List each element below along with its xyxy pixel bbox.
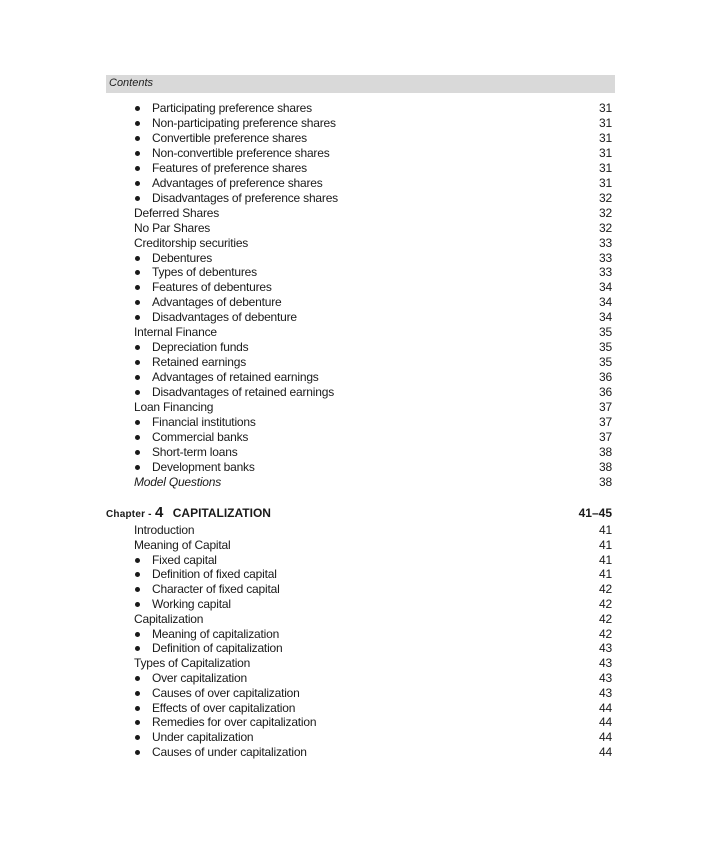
toc-entry — [134, 236, 612, 251]
toc-entry-label: Types of Capitalization — [134, 656, 251, 671]
toc-entry — [134, 280, 612, 295]
bullet-icon — [135, 375, 140, 380]
toc-entry-label: Definition of fixed capital — [152, 567, 277, 582]
bullet-icon — [135, 270, 140, 275]
toc-entry-page: 34 — [599, 280, 612, 295]
toc-entry-label: Advantages of retained earnings — [152, 370, 319, 385]
toc-entry — [134, 460, 612, 475]
toc-entry-page: 41 — [599, 523, 612, 537]
toc-entry-page: 36 — [599, 385, 612, 400]
toc-entry-page: 35 — [599, 340, 612, 355]
bullet-icon — [135, 151, 140, 156]
toc-entry-page: 34 — [599, 295, 612, 310]
toc-entry-page: 31 — [599, 145, 612, 160]
toc-entry-label: Advantages of preference shares — [152, 175, 323, 190]
toc-entry — [134, 701, 612, 716]
toc-entry-label: Development banks — [152, 459, 255, 474]
toc-entry — [134, 251, 612, 266]
toc-entry-label: No Par Shares — [134, 220, 211, 235]
toc-entry-page: 44 — [599, 745, 612, 759]
toc-entry-page: 38 — [599, 459, 612, 474]
toc-entry — [134, 221, 612, 236]
toc-entry-page: 31 — [599, 175, 612, 190]
toc-entry — [134, 656, 612, 671]
toc-entry-page: 42 — [599, 626, 612, 641]
toc-entry — [134, 191, 612, 206]
bullet-icon — [135, 360, 140, 365]
toc-entry-label: Depreciation funds — [152, 340, 249, 355]
bullet-icon — [135, 706, 140, 711]
bullet-icon — [135, 435, 140, 440]
toc-entry — [134, 310, 612, 325]
bullet-icon — [135, 602, 140, 607]
bullet-icon — [135, 166, 140, 171]
toc-entry-page: 37 — [599, 429, 612, 444]
bullet-icon — [135, 735, 140, 740]
bullet-icon — [135, 256, 140, 261]
toc-entry-label: Creditorship securities — [134, 235, 249, 250]
toc-entry-label: Features of preference shares — [152, 160, 307, 175]
toc-entry — [134, 325, 612, 340]
toc-entry-label: Fixed capital — [152, 552, 217, 567]
toc-entry-label: Financial institutions — [152, 414, 256, 429]
toc-entry-label: Short-term loans — [152, 444, 238, 459]
toc-entry — [134, 686, 612, 701]
chapter-page-range: 41–45 — [578, 506, 612, 520]
bullet-icon — [135, 558, 140, 563]
toc-entry — [134, 523, 612, 538]
running-header-title: Contents — [109, 77, 154, 89]
toc-entry — [134, 340, 612, 355]
toc-entry-label: Capitalization — [134, 611, 204, 626]
toc-entry-page: 38 — [599, 444, 612, 459]
chapter-number: 4 — [155, 504, 164, 521]
toc-entry — [134, 745, 612, 760]
toc-entry-page: 31 — [599, 101, 612, 115]
toc-entry-label: Participating preference shares — [152, 101, 312, 115]
toc-entry — [134, 265, 612, 280]
toc-entry-page: 33 — [599, 235, 612, 250]
toc-entry-label: Disadvantages of debenture — [152, 310, 297, 325]
bullet-icon — [135, 450, 140, 455]
toc-entry — [134, 567, 612, 582]
toc-entry-page: 37 — [599, 414, 612, 429]
toc-entry-page: 31 — [599, 115, 612, 130]
toc-entry-label: Model Questions — [134, 474, 222, 489]
toc-entry — [134, 206, 612, 221]
toc-entry-label: Under capitalization — [152, 730, 254, 745]
toc-entry-label: Non-participating preference shares — [152, 115, 336, 130]
toc-entry-page: 42 — [599, 611, 612, 626]
toc-entry — [134, 671, 612, 686]
bullet-icon — [135, 181, 140, 186]
bullet-icon — [135, 420, 140, 425]
toc-entry-label: Features of debentures — [152, 280, 272, 295]
bullet-icon — [135, 390, 140, 395]
toc-entry — [134, 400, 612, 415]
bullet-icon — [135, 196, 140, 201]
toc-entry-page: 32 — [599, 205, 612, 220]
bullet-icon — [135, 345, 140, 350]
toc-entry-page: 31 — [599, 130, 612, 145]
toc-entry-page: 32 — [599, 190, 612, 205]
bullet-icon — [135, 750, 140, 755]
toc-entry-label: Debentures — [152, 250, 213, 265]
chapter-prefix: Chapter - — [106, 509, 152, 520]
toc-entry — [134, 627, 612, 642]
chapter-heading — [106, 503, 612, 523]
toc-entry — [134, 538, 612, 553]
toc-entry-page: 33 — [599, 250, 612, 265]
toc-entry — [134, 295, 612, 310]
toc-entry-label: Meaning of capitalization — [152, 626, 280, 641]
toc-entry-page: 35 — [599, 355, 612, 370]
toc-entry-page: 43 — [599, 685, 612, 700]
toc-entry-label: Internal Finance — [134, 325, 217, 340]
toc-entry-label: Definition of capitalization — [152, 641, 283, 656]
toc-entry — [134, 612, 612, 627]
toc-entry-page: 34 — [599, 310, 612, 325]
bullet-icon — [135, 136, 140, 141]
toc-entry — [134, 582, 612, 597]
toc-entry-page: 41 — [599, 567, 612, 582]
toc-entry — [134, 385, 612, 400]
toc-entry-label: Deferred Shares — [134, 205, 220, 220]
toc-entry-page: 44 — [599, 730, 612, 745]
bullet-icon — [135, 676, 140, 681]
toc-entry-label: Advantages of debenture — [152, 295, 282, 310]
toc-entry — [134, 415, 612, 430]
bullet-icon — [135, 300, 140, 305]
toc-entry — [134, 430, 612, 445]
toc-entry-label: Over capitalization — [152, 671, 247, 685]
bullet-icon — [135, 106, 140, 111]
toc-entry-label: Disadvantages of retained earnings — [152, 385, 334, 400]
toc-entry — [134, 445, 612, 460]
toc-entry — [134, 475, 612, 490]
toc-entry-page: 44 — [599, 700, 612, 715]
toc-entry-page: 43 — [599, 671, 612, 685]
toc-entry — [134, 101, 612, 116]
toc-entry-page: 35 — [599, 325, 612, 340]
toc-entry — [134, 176, 612, 191]
toc-entry — [134, 730, 612, 745]
toc-entry — [134, 370, 612, 385]
toc-entry — [134, 161, 612, 176]
bullet-icon — [135, 285, 140, 290]
toc-entry-label: Non-convertible preference shares — [152, 145, 330, 160]
bullet-icon — [135, 315, 140, 320]
toc-entry — [134, 131, 612, 146]
toc-entry-page: 42 — [599, 582, 612, 597]
bullet-icon — [135, 587, 140, 592]
toc-entry-label: Meaning of Capital — [134, 537, 231, 552]
toc-entry-label: Introduction — [134, 523, 195, 537]
toc-entry-page: 44 — [599, 715, 612, 730]
toc-entry-page: 38 — [599, 474, 612, 489]
toc-entry — [134, 641, 612, 656]
toc-entry-label: Convertible preference shares — [152, 130, 307, 145]
toc-entry-label: Commercial banks — [152, 429, 249, 444]
bullet-icon — [135, 121, 140, 126]
toc-entry-page: 33 — [599, 265, 612, 280]
bullet-icon — [135, 720, 140, 725]
toc-entry-page: 37 — [599, 400, 612, 414]
toc-entry-label: Remedies for over capitalization — [152, 715, 317, 730]
toc-entry-label: Character of fixed capital — [152, 582, 280, 597]
toc-entry — [134, 597, 612, 612]
toc-entry-label: Causes of under capitalization — [152, 745, 307, 759]
toc-entry-page: 41 — [599, 552, 612, 567]
bullet-icon — [135, 691, 140, 696]
toc-entry — [134, 553, 612, 568]
toc-entry-label: Disadvantages of preference shares — [152, 190, 338, 205]
bullet-icon — [135, 465, 140, 470]
toc-entry-page: 36 — [599, 370, 612, 385]
toc-entry-label: Types of debentures — [152, 265, 257, 280]
toc-entry — [134, 146, 612, 161]
toc-entry-page: 43 — [599, 656, 612, 671]
bullet-icon — [135, 646, 140, 651]
toc-entry-label: Working capital — [152, 597, 231, 611]
toc-entry-page: 32 — [599, 220, 612, 235]
bullet-icon — [135, 632, 140, 637]
toc-entry-label: Retained earnings — [152, 355, 247, 370]
toc-entry-label: Causes of over capitalization — [152, 685, 300, 700]
toc-entry-page: 42 — [599, 597, 612, 611]
toc-entry-label: Loan Financing — [134, 400, 214, 414]
toc-entry-label: Effects of over capitalization — [152, 700, 296, 715]
toc-entry — [134, 116, 612, 131]
bullet-icon — [135, 572, 140, 577]
toc-entry — [134, 355, 612, 370]
toc-entry-page: 43 — [599, 641, 612, 656]
toc-entry-page: 31 — [599, 160, 612, 175]
toc-entry — [134, 715, 612, 730]
chapter-title: CAPITALIZATION — [172, 506, 271, 520]
toc-entry-page: 41 — [599, 537, 612, 552]
